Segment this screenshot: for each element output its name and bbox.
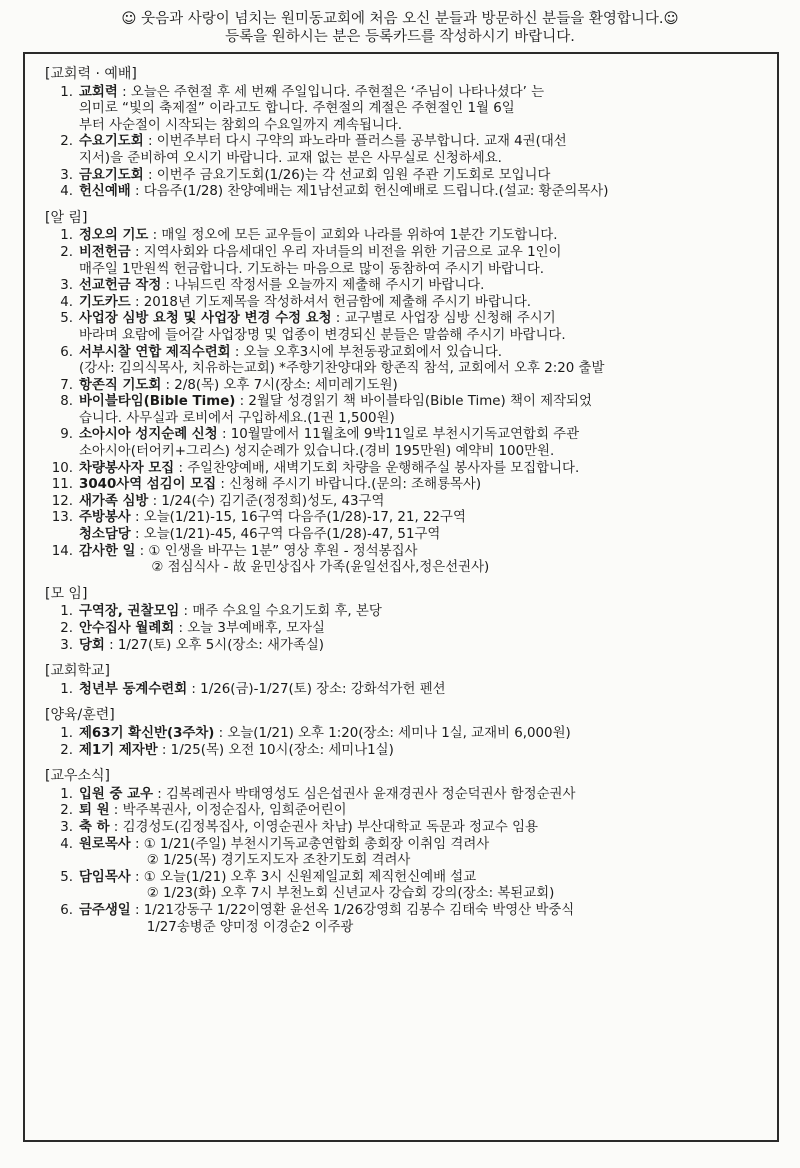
list-item bbox=[45, 787, 763, 804]
list-item bbox=[45, 638, 763, 655]
item-text: : ① 인생을 바꾸는 1분” 영상 후원 - 정석봉집사 bbox=[135, 543, 418, 559]
item-text: : 지역사회와 다음세대인 우리 자녀들의 비전을 위한 기금으로 교우 1인이 bbox=[130, 244, 562, 260]
item-continuation: (강사: 김의식목사, 치유하는교회) *주향기찬양대와 항존직 참석, 교회에서 오후 2:20 출발 bbox=[79, 361, 605, 377]
item-label: 제63기 확신반(3주차) bbox=[79, 725, 215, 741]
list-item bbox=[45, 803, 763, 820]
item-number: 4. bbox=[60, 184, 73, 200]
item-text: : 2월달 성경읽기 책 바이블타임(Bible Time) 책이 제작되었 bbox=[235, 394, 592, 410]
item-text: : 오늘 오후3시에 부천동광교회에서 있습니다. bbox=[230, 344, 503, 360]
item-continuation: 지서)을 준비하여 오시기 바랍니다. 교재 없는 분은 사무실로 신청하세요. bbox=[79, 150, 502, 166]
item-text: : 김복례권사 박태영성도 심은섭권사 윤재경권사 정순덕권사 함정순권사 bbox=[153, 786, 576, 802]
item-text: : 다음주(1/28) 찬양예배는 제1남선교회 헌신예배로 드립니다.(설교: 황준의목사) bbox=[130, 184, 609, 200]
list-item bbox=[45, 427, 763, 460]
item-label: 청년부 동계수련회 bbox=[79, 681, 188, 697]
item-number bbox=[45, 527, 79, 544]
item-number: 3. bbox=[60, 278, 73, 294]
list-item bbox=[45, 477, 763, 494]
item-number: 1. bbox=[60, 228, 73, 244]
section bbox=[45, 210, 763, 577]
item-label: 소아시아 성지순례 신청 bbox=[79, 427, 218, 443]
section-title: [교회력 · 예배] bbox=[45, 66, 137, 82]
item-text: : 나눠드린 작정서를 오늘까지 제출해 주시기 바랍니다. bbox=[161, 278, 485, 294]
item-label: 바이블타임(Bible Time) bbox=[79, 394, 236, 410]
list-item bbox=[45, 621, 763, 638]
item-label: 퇴 원 bbox=[79, 803, 110, 819]
item-label: 담임목사 bbox=[79, 869, 131, 885]
item-text: : ① 오늘(1/21) 오후 3시 신원제일교회 제직헌신예배 설교 bbox=[130, 869, 477, 885]
section-title: [교회학교] bbox=[45, 663, 111, 680]
welcome-header bbox=[0, 0, 800, 45]
section-title: [모 임] bbox=[45, 585, 88, 602]
list-item bbox=[45, 278, 763, 295]
item-label: 기도카드 bbox=[79, 294, 131, 310]
item-continuation: 부터 사순절이 시작되는 참회의 수요일까지 계속됩니다. bbox=[79, 117, 403, 133]
item-label: 당회 bbox=[79, 637, 105, 653]
section-title: [교우소식] bbox=[45, 768, 111, 785]
item-number: 4. bbox=[60, 294, 73, 310]
item-text: : 1/24(수) 김기준(정정희)성도, 43구역 bbox=[148, 493, 385, 509]
item-continuation: ② 1/23(화) 오후 7시 부천노회 신년교사 강습회 강의(장소: 복된교회) bbox=[146, 886, 555, 902]
registration-line: 등록을 원하시는 분은 등록카드를 작성하시기 바랍니다. bbox=[225, 29, 575, 45]
item-text: : ① 1/21(주일) 부천시기독교총연합회 총회장 이취임 격려사 bbox=[130, 836, 490, 852]
item-continuation: 의미로 “빛의 축제절” 이라고도 합니다. 주현절의 계절은 주현절인 1월 6일 bbox=[79, 101, 515, 117]
list-item bbox=[45, 544, 763, 577]
section bbox=[45, 768, 763, 936]
item-text: : 오늘(1/21)-45, 46구역 다음주(1/28)-47, 51구역 bbox=[130, 527, 441, 543]
item-continuation: ② 점심식사 - 故 윤민상집사 가족(윤일선집사,정은선권사) bbox=[151, 560, 490, 576]
item-text: : 오늘은 주현절 후 세 번째 주일입니다. 주현절은 ‘주님이 나타나셨다’ 는 bbox=[117, 84, 545, 100]
item-number: 1. bbox=[60, 84, 73, 100]
item-label: 선교헌금 작정 bbox=[79, 278, 162, 294]
item-label: 제1기 제자반 bbox=[79, 742, 158, 758]
item-label: 서부시찰 연합 제직수련회 bbox=[79, 344, 231, 360]
item-label: 감사한 일 bbox=[79, 543, 136, 559]
list-item bbox=[45, 378, 763, 395]
item-label: 축 하 bbox=[79, 819, 110, 835]
item-number: 1. bbox=[60, 725, 73, 741]
item-label: 비전헌금 bbox=[79, 244, 131, 260]
item-text: : 1/25(목) 오전 10시(장소: 세미나1실) bbox=[157, 742, 394, 758]
item-continuation: ② 1/25(목) 경기도지도자 조찬기도회 격려사 bbox=[146, 853, 411, 869]
item-continuation: 1/27송병준 양미정 이경순2 이주광 bbox=[146, 919, 354, 935]
item-text: : 10월말에서 11월초에 9박11일로 부천시기독교연합회 주관 bbox=[217, 427, 580, 443]
item-text: : 박주복권사, 이정순집사, 임희준어린이 bbox=[109, 803, 347, 819]
list-item bbox=[45, 870, 763, 903]
item-number: 4. bbox=[60, 836, 73, 852]
section-title: [양육/훈련] bbox=[45, 707, 115, 724]
item-label: 정오의 기도 bbox=[79, 228, 149, 244]
item-number: 2. bbox=[60, 803, 73, 819]
item-label: 금주생일 bbox=[79, 902, 131, 918]
section-title: [알 림] bbox=[45, 209, 88, 226]
item-number: 5. bbox=[60, 869, 73, 885]
item-number: 2. bbox=[60, 244, 73, 260]
item-text: : 매일 정오에 모든 교우들이 교회와 나라를 위하여 1분간 기도합니다. bbox=[148, 228, 558, 244]
list-item bbox=[45, 228, 763, 245]
item-continuation: 습니다. 사무실과 로비에서 구입하세요.(1권 1,500원) bbox=[79, 410, 395, 426]
item-number: 3. bbox=[60, 167, 73, 183]
item-text: : 김경성도(김정복집사, 이영순권사 차남) 부산대학교 독문과 정교수 임용 bbox=[109, 819, 538, 835]
item-label: 항존직 기도회 bbox=[79, 377, 162, 393]
item-number: 2. bbox=[60, 742, 73, 758]
item-number: 12. bbox=[51, 493, 73, 509]
list-item bbox=[45, 510, 763, 527]
item-text: : 1/21강동구 1/22이영환 윤선옥 1/26강영희 김봉수 김태숙 박영산 박중식 bbox=[130, 902, 575, 918]
item-number: 6. bbox=[60, 344, 73, 360]
list-item bbox=[45, 726, 763, 743]
item-number: 1. bbox=[60, 681, 73, 697]
item-text: : 오늘 3부예배후, 모자실 bbox=[174, 621, 325, 636]
item-text: : 매주 수요일 수요기도회 후, 본당 bbox=[179, 604, 382, 620]
section bbox=[45, 586, 763, 654]
section bbox=[45, 707, 763, 759]
item-text: : 신청해 주시기 바랍니다.(문의: 조해룡목사) bbox=[216, 477, 482, 493]
list-item bbox=[45, 682, 763, 699]
item-number: 8. bbox=[60, 394, 73, 410]
item-label: 안수집사 월례회 bbox=[79, 621, 175, 636]
section bbox=[45, 66, 763, 201]
list-item bbox=[45, 184, 763, 201]
item-continuation: 소아시아(터어키+그리스) 성지순례가 있습니다.(경비 195만원) 예약비 100만원. bbox=[79, 444, 555, 460]
item-text: : 이번주 금요기도회(1/26)는 각 선교회 임원 주관 기도회로 모입니다 bbox=[143, 167, 551, 183]
item-number: 1. bbox=[60, 786, 73, 802]
list-item bbox=[45, 394, 763, 427]
item-label: 원로목사 bbox=[79, 836, 131, 852]
list-item bbox=[45, 527, 763, 544]
item-label: 청소담당 bbox=[79, 527, 131, 543]
item-text: : 2018년 기도제목을 작성하셔서 헌금함에 제출해 주시기 바랍니다. bbox=[130, 294, 532, 310]
list-item bbox=[45, 345, 763, 378]
welcome-line: ☺ 웃음과 사랑이 넘치는 원미동교회에 처음 오신 분들과 방문하신 분들을 환영합니다.☺ bbox=[121, 11, 679, 27]
item-label: 수요기도회 bbox=[79, 134, 144, 150]
list-item bbox=[45, 494, 763, 511]
list-item bbox=[45, 820, 763, 837]
list-item bbox=[45, 461, 763, 478]
list-item bbox=[45, 295, 763, 312]
item-text: : 2/8(목) 오후 7시(장소: 세미레기도원) bbox=[161, 377, 398, 393]
list-item bbox=[45, 134, 763, 167]
item-text: : 주일찬양예배, 새벽기도회 차량을 운행해주실 봉사자를 모집합니다. bbox=[174, 460, 580, 476]
item-text: : 오늘(1/21)-15, 16구역 다음주(1/28)-17, 21, 22구역 bbox=[130, 510, 466, 526]
item-label: 3040사역 섬김이 모집 bbox=[79, 477, 217, 493]
list-item bbox=[45, 245, 763, 278]
item-label: 새가족 심방 bbox=[79, 493, 149, 509]
item-number: 3. bbox=[60, 819, 73, 835]
item-label: 입원 중 교우 bbox=[79, 786, 154, 802]
item-number: 7. bbox=[60, 377, 73, 393]
item-number: 1. bbox=[60, 604, 73, 620]
item-label: 차량봉사자 모집 bbox=[79, 460, 175, 476]
item-number: 6. bbox=[60, 902, 73, 918]
item-number: 2. bbox=[60, 621, 73, 636]
item-continuation: 바라며 요람에 들어갈 사업장명 및 업종이 변경되신 분들은 말씀해 주시기 바랍니다. bbox=[79, 327, 566, 343]
item-label: 주방봉사 bbox=[79, 510, 131, 526]
item-label: 교회력 bbox=[79, 84, 118, 100]
list-item bbox=[45, 604, 763, 621]
item-number: 9. bbox=[60, 427, 73, 443]
item-text: : 1/26(금)-1/27(토) 장소: 강화석가헌 펜션 bbox=[187, 681, 446, 697]
list-item bbox=[45, 837, 763, 870]
item-number: 13. bbox=[51, 510, 73, 526]
list-item bbox=[45, 743, 763, 760]
item-text: : 교구별로 사업장 심방 신청해 주시기 bbox=[331, 311, 556, 327]
item-number: 5. bbox=[60, 311, 73, 327]
item-label: 구역장, 권찰모임 bbox=[79, 604, 180, 620]
list-item bbox=[45, 903, 763, 936]
list-item bbox=[45, 311, 763, 344]
item-text: : 이번주부터 다시 구약의 파노라마 플러스를 공부합니다. 교재 4권(대선 bbox=[143, 134, 567, 150]
item-label: 사업장 심방 요청 및 사업장 변경 수정 요청 bbox=[79, 311, 332, 327]
item-continuation: 매주일 1만원씩 헌금합니다. 기도하는 마음으로 많이 동참하여 주시기 바랍니다. bbox=[79, 261, 545, 277]
announcements-box bbox=[23, 52, 779, 1142]
section bbox=[45, 663, 763, 698]
item-number: 14. bbox=[51, 543, 73, 559]
list-item bbox=[45, 168, 763, 185]
list-item bbox=[45, 85, 763, 135]
item-number: 10. bbox=[51, 460, 73, 476]
item-number: 11. bbox=[51, 477, 73, 493]
item-number: 2. bbox=[60, 134, 73, 150]
item-text: : 1/27(토) 오후 5시(장소: 새가족실) bbox=[104, 637, 325, 653]
item-label: 금요기도회 bbox=[79, 167, 144, 183]
item-number: 3. bbox=[60, 637, 73, 653]
item-text: : 오늘(1/21) 오후 1:20(장소: 세미나 1실, 교재비 6,000원) bbox=[214, 725, 571, 741]
item-label: 헌신예배 bbox=[79, 184, 131, 200]
